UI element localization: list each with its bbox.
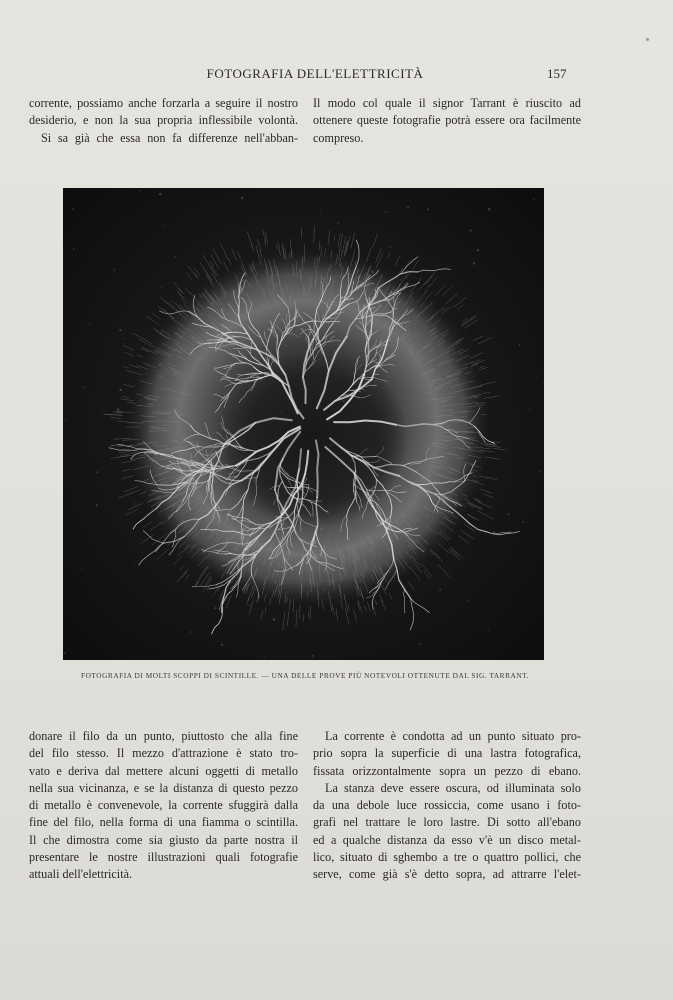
dust-speck xyxy=(393,344,395,346)
dust-speck xyxy=(411,349,413,351)
dust-speck xyxy=(473,376,474,377)
dust-speck xyxy=(90,323,91,324)
column-top-right xyxy=(313,95,581,147)
dust-speck xyxy=(133,563,134,564)
text-line: da una debole luce rossiccia, come usano i foto- xyxy=(313,798,581,813)
dust-speck xyxy=(97,471,98,472)
text-line: ed a qualche distanza da esso v'è un disco metal- xyxy=(313,832,581,847)
dust-speck xyxy=(323,589,325,591)
dust-speck xyxy=(249,604,250,605)
dust-speck xyxy=(390,247,391,248)
dust-speck xyxy=(332,359,333,360)
text-line: del filo stesso. Il mezzo d'attrazione è stato tro- xyxy=(29,746,298,761)
dust-speck xyxy=(406,270,408,272)
dust-speck xyxy=(419,643,421,645)
dust-speck xyxy=(199,404,200,405)
dust-speck xyxy=(211,487,213,489)
dust-speck xyxy=(281,510,283,512)
dust-speck xyxy=(96,505,98,507)
text-line: La corrente è condotta ad un punto situato pro- xyxy=(325,729,581,743)
dust-speck xyxy=(119,329,121,331)
text-line: grafi nel trattare le loro lastre. Di sotto all'ebano xyxy=(313,815,581,830)
dust-speck xyxy=(453,513,454,514)
dust-speck xyxy=(117,409,119,411)
dust-speck xyxy=(258,500,260,502)
dust-speck xyxy=(81,570,82,571)
dust-speck xyxy=(195,489,196,490)
dust-speck xyxy=(275,581,277,583)
dust-speck xyxy=(357,270,359,272)
text-line: La stanza deve essere oscura, od illuminata solo xyxy=(325,780,581,795)
dust-speck xyxy=(397,289,399,291)
text-line: Si sa già che essa non fa differenze nell'abban- xyxy=(41,130,298,145)
dust-speck xyxy=(120,389,122,391)
dust-speck xyxy=(468,503,469,504)
dust-speck xyxy=(320,210,321,211)
dust-speck xyxy=(113,269,115,271)
dust-speck xyxy=(337,222,339,224)
dust-speck xyxy=(436,389,438,391)
dust-speck xyxy=(248,378,249,379)
dust-speck xyxy=(320,528,322,530)
column-bottom-left xyxy=(29,728,298,884)
dust-speck xyxy=(508,513,510,515)
dust-speck xyxy=(468,600,469,601)
dust-speck xyxy=(64,652,66,654)
text-line: desiderio, e non la sua propria inflessibile volontà. xyxy=(29,113,298,128)
dust-speck xyxy=(124,338,125,339)
dust-speck xyxy=(191,381,192,382)
dust-speck xyxy=(273,618,275,620)
dust-speck xyxy=(316,277,318,279)
dust-speck xyxy=(134,503,135,504)
dust-speck xyxy=(193,546,194,547)
dust-speck xyxy=(175,256,177,258)
dust-speck xyxy=(215,607,217,609)
figure-caption: FOTOGRAFIA DI MOLTI SCOPPI DI SCINTILLE. — UNA DELLE PROVE PIÙ NOTEVOLI OTTENUTE DAL SIG. TARRANT. xyxy=(80,671,529,680)
text-line: serve, come già s'è detto sopra, ad attrarre l'elet- xyxy=(313,867,581,882)
dust-speck xyxy=(197,459,198,460)
dust-speck xyxy=(375,323,377,325)
dust-speck xyxy=(313,438,314,439)
text-line: corrente, possiamo anche forzarla a seguire il nostro xyxy=(29,96,298,110)
dust-speck xyxy=(428,209,429,210)
dust-speck xyxy=(533,199,535,201)
dust-speck xyxy=(261,350,262,351)
dust-speck xyxy=(543,382,544,383)
dust-speck xyxy=(286,345,287,346)
dust-speck xyxy=(488,208,490,210)
dust-speck xyxy=(190,631,192,633)
dust-speck xyxy=(72,208,74,210)
text-line: Il che dimostra come sia giusto da parte nostra il xyxy=(29,832,298,847)
dust-speck xyxy=(436,404,437,405)
text-line: ottenere queste fotografie potrà essere ora facilmente xyxy=(313,113,581,128)
column-bottom-right xyxy=(313,728,581,884)
dust-speck xyxy=(140,423,141,424)
dust-speck xyxy=(540,470,542,472)
dust-speck xyxy=(493,531,495,533)
dust-speck xyxy=(161,286,163,288)
text-line: fine del filo, nella forma di una fiamma o scintilla. xyxy=(29,815,298,830)
dust-speck xyxy=(377,302,379,304)
page-number: 157 xyxy=(547,66,567,81)
dust-speck xyxy=(373,592,374,593)
dust-speck xyxy=(385,211,387,213)
paper-speck xyxy=(646,38,649,41)
dust-speck xyxy=(164,224,165,225)
dust-speck xyxy=(318,494,319,495)
dust-speck xyxy=(439,589,440,590)
dust-speck xyxy=(315,442,317,444)
dust-speck xyxy=(477,249,479,251)
dust-speck xyxy=(261,303,263,305)
dust-speck xyxy=(372,271,374,273)
dust-speck xyxy=(400,279,401,280)
dust-speck xyxy=(247,528,248,529)
text-line: attuali dell'elettricità. xyxy=(29,867,133,882)
running-header-title: FOTOGRAFIA DELL'ELETTRICITÀ xyxy=(206,66,424,81)
text-line: Il modo col quale il signor Tarrant è riuscito ad xyxy=(313,96,581,110)
dust-speck xyxy=(202,567,203,568)
dust-speck xyxy=(172,515,173,516)
dust-speck xyxy=(343,400,345,402)
dust-speck xyxy=(140,190,141,191)
dust-speck xyxy=(519,344,520,345)
dust-speck xyxy=(288,578,289,579)
dust-speck xyxy=(319,359,320,360)
dust-speck xyxy=(172,435,174,437)
dust-speck xyxy=(529,409,530,410)
dust-speck xyxy=(349,556,350,557)
text-line: vato e deriva dal mettere alcuni oggetti di metallo xyxy=(29,763,298,778)
spark-photograph xyxy=(63,188,544,660)
dust-speck xyxy=(65,419,66,420)
dust-speck xyxy=(159,193,161,195)
dust-speck xyxy=(237,487,239,489)
dust-speck xyxy=(489,561,490,562)
dust-speck xyxy=(330,444,332,446)
dust-speck xyxy=(281,411,282,412)
dust-speck xyxy=(414,258,416,260)
dust-speck xyxy=(312,655,314,657)
text-line: prio sopra la superficie di una lastra fotografica, xyxy=(313,746,581,761)
dust-speck xyxy=(241,197,243,199)
dust-speck xyxy=(152,509,153,510)
dust-speck xyxy=(473,262,475,264)
dust-speck xyxy=(84,387,85,388)
dust-speck xyxy=(430,301,431,302)
text-line: compreso. xyxy=(313,130,364,145)
text-line: presentare le nostre illustrazioni quali fotografie xyxy=(29,850,298,865)
text-line: nella sua vicinanza, e se la distanza di questo pezzo xyxy=(29,780,298,795)
text-line: donare il filo da un punto, piuttosto che alla fine xyxy=(29,729,298,743)
dust-speck xyxy=(221,644,223,646)
dust-speck xyxy=(470,229,472,231)
dust-speck xyxy=(369,280,370,281)
dust-speck xyxy=(184,382,186,384)
dust-speck xyxy=(353,392,355,394)
electric-discharge-illustration xyxy=(63,188,544,660)
dust-speck xyxy=(407,206,409,208)
dust-speck xyxy=(340,281,341,282)
dust-speck xyxy=(169,518,170,519)
dust-speck xyxy=(226,397,227,398)
dust-speck xyxy=(231,509,232,510)
dust-speck xyxy=(164,538,165,539)
dust-speck xyxy=(508,451,509,452)
dust-speck xyxy=(248,524,249,525)
text-line: fissata orizzontalmente sopra un pezzo di ebano. xyxy=(313,763,581,778)
dust-speck xyxy=(522,521,523,522)
dust-speck xyxy=(327,539,329,541)
dust-speck xyxy=(73,249,74,250)
text-line: lico, situato di sghembo a tre o quattro pollici, che xyxy=(313,850,581,865)
dust-speck xyxy=(417,519,419,521)
dust-speck xyxy=(237,469,239,471)
dust-speck xyxy=(264,656,265,657)
dust-speck xyxy=(279,356,280,357)
dust-speck xyxy=(284,494,285,495)
text-line: di metallo è convenevole, la corrente sfuggirà dalla xyxy=(29,798,298,813)
dust-speck xyxy=(164,429,165,430)
column-top-left xyxy=(29,95,298,147)
dust-speck xyxy=(488,629,489,630)
dust-speck xyxy=(221,552,223,554)
dust-speck xyxy=(159,364,161,366)
